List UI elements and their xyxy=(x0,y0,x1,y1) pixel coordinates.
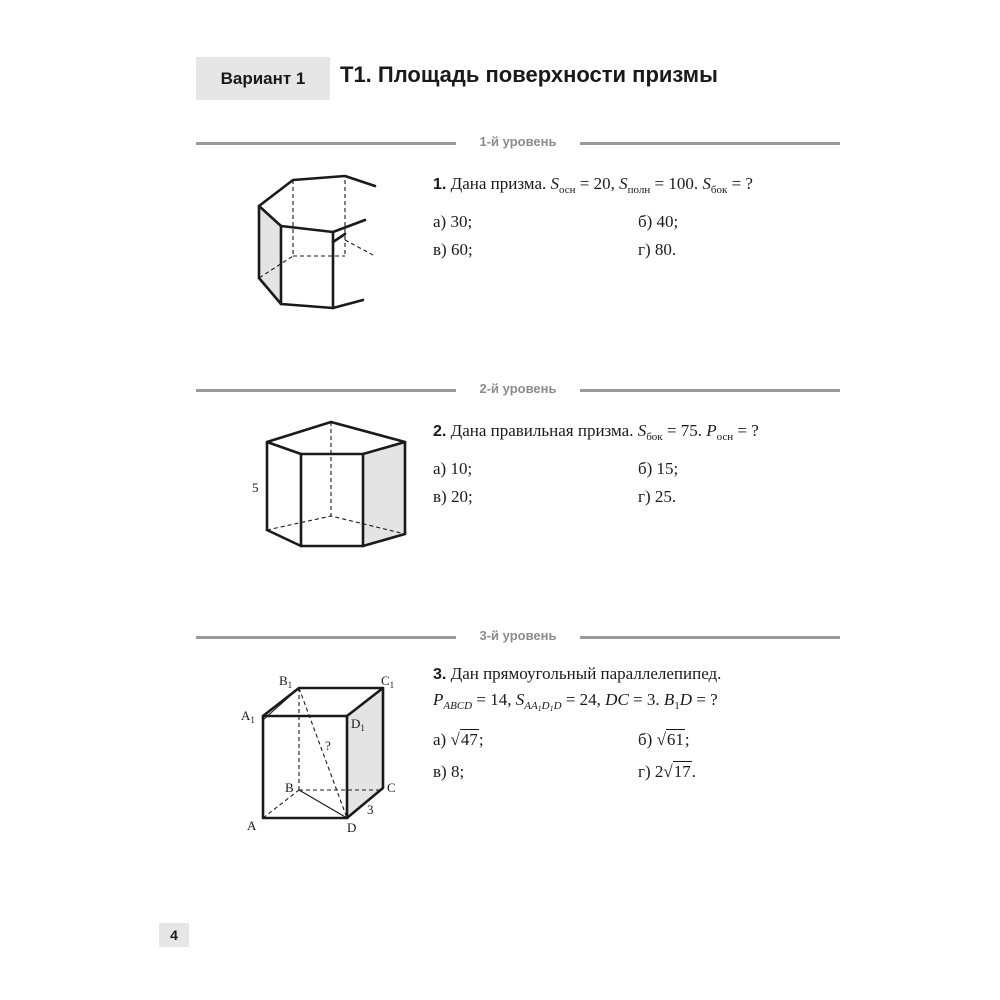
height-label: 5 xyxy=(252,480,259,495)
level-label: 3-й уровень xyxy=(479,628,557,643)
problem-2-text: 2. Дана правильная призма. $S_{бок} = 75$. $P_{осн}$ = ? xyxy=(433,421,759,443)
label-b: B xyxy=(285,780,294,795)
answer-v: в) 60; xyxy=(433,240,473,259)
label-c: C xyxy=(387,780,396,795)
answer-g: г) 2√17. xyxy=(638,762,696,781)
level-label: 2-й уровень xyxy=(479,381,557,396)
problem-intro: Дана правильная призма. xyxy=(450,421,634,440)
segment-d-b xyxy=(299,790,347,818)
level-divider-left xyxy=(196,636,456,639)
answer-b: б) 40; xyxy=(638,212,679,231)
shaded-face xyxy=(347,688,383,818)
answer-g: г) 25. xyxy=(638,487,677,506)
level-label: 1-й уровень xyxy=(479,134,557,149)
problem-number: 2. xyxy=(433,423,447,440)
shaded-face xyxy=(363,442,405,546)
page-number: 4 xyxy=(159,923,189,947)
parallelepiped-figure xyxy=(235,668,405,838)
level-divider-left xyxy=(196,142,456,145)
problem-1-text: 1. Дана призма. $S_{осн} = 20$, $S_{полн} = 100$. $S_{бок}$ = ? xyxy=(433,174,753,196)
label-d: D xyxy=(347,820,357,835)
hidden-edge xyxy=(345,240,375,256)
answer-b: б) 15; xyxy=(638,459,679,478)
label-a: A xyxy=(247,818,257,833)
prism-figure-2 xyxy=(245,412,415,554)
problem-number: 3. xyxy=(433,666,447,683)
answer-a: а) √47; xyxy=(433,730,484,749)
top-base xyxy=(267,422,405,454)
front-face xyxy=(263,716,347,818)
answer-v: в) 8; xyxy=(433,762,465,781)
answer-g: г) 80. xyxy=(638,240,677,259)
diagonal-b1d xyxy=(299,688,347,818)
level-divider-right xyxy=(580,142,840,145)
label-c1: $C_1$ xyxy=(381,673,395,690)
label-d1: $D_1$ xyxy=(351,716,365,733)
problem-intro: Дан прямоугольный параллелепипед. xyxy=(450,664,722,683)
answer-v: в) 20; xyxy=(433,487,473,506)
answer-a: а) 30; xyxy=(433,212,473,231)
problem-3-text xyxy=(433,664,721,684)
problem-number: 1. xyxy=(433,176,447,193)
level-divider-right xyxy=(580,389,840,392)
label-edge-3: 3 xyxy=(367,802,374,817)
level-divider-right xyxy=(580,636,840,639)
answer-a: а) 10; xyxy=(433,459,473,478)
question-mark: ? xyxy=(325,738,331,753)
variant-label: Вариант 1 xyxy=(220,68,306,88)
edge xyxy=(333,234,345,242)
problem-intro: Дана призма. xyxy=(450,174,547,193)
level-divider-left xyxy=(196,389,456,392)
answer-b: б) √61; xyxy=(638,730,690,749)
label-b1: $B_1$ xyxy=(279,673,293,690)
label-a1: $A_1$ xyxy=(241,708,255,725)
prism-figure-1 xyxy=(245,168,385,313)
problem-3-conditions: $P_{ABCD} = 14$, $S_{AA_1D_1D} = 24$, DC = 3. $B_1D$ = ? xyxy=(433,690,718,713)
page-title: Т1. Площадь поверхности призмы xyxy=(340,62,718,87)
variant-badge xyxy=(196,57,330,100)
